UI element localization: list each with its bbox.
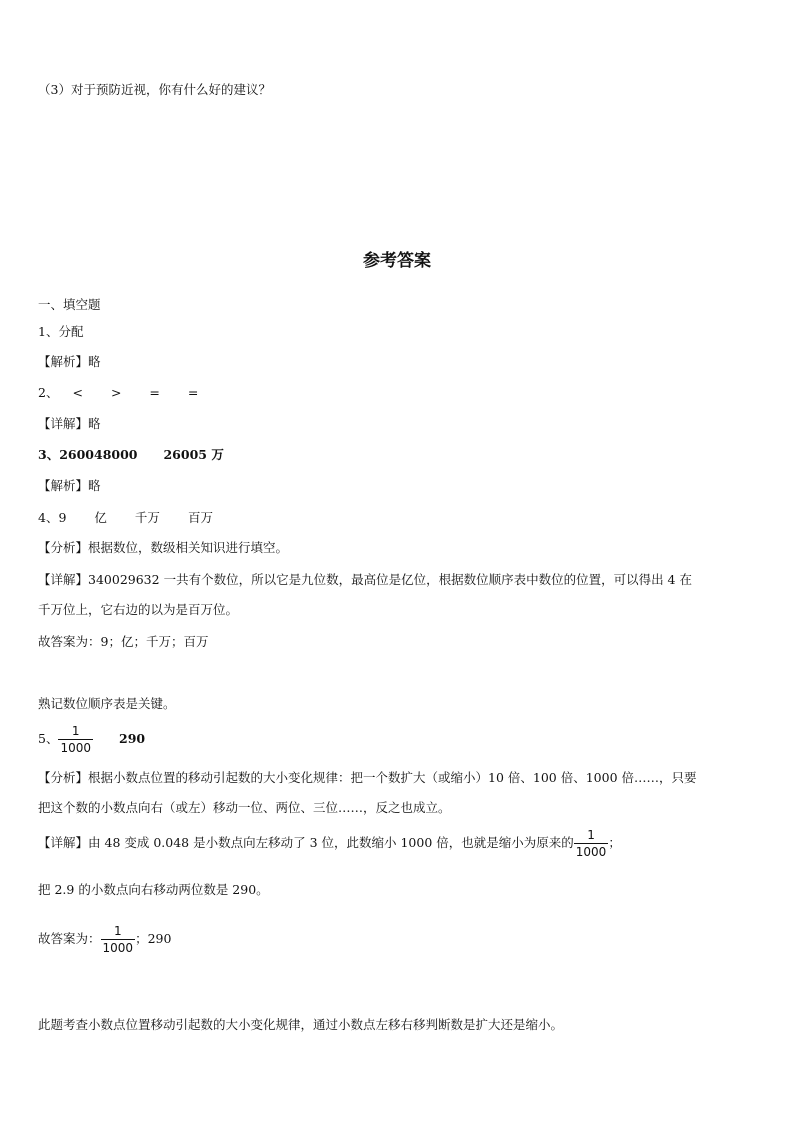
detail-text: 由 48 变成 0.048 是小数点向左移动了 3 位，此数缩小 1000 倍，也就是缩小为原来的 <box>88 835 574 850</box>
fraction-denominator: 1000 <box>102 941 134 955</box>
answer-number: 3、 <box>38 447 60 462</box>
fraction <box>101 924 136 955</box>
answer-4-tip: 熟记数位顺序表是关键。 <box>38 696 176 711</box>
final-suffix: ；290 <box>135 931 172 946</box>
detail-text: 340029632 一共有个数位，所以它是九位数，最高位是亿位，根据数位顺序表中数位的位置，可以得出 4 在 <box>88 572 692 587</box>
answer-symbol: = <box>149 385 160 400</box>
answer-5-final <box>38 922 171 956</box>
answer-symbol: > <box>110 385 122 400</box>
answer-2 <box>38 385 198 401</box>
answer-1 <box>38 324 83 340</box>
fraction-numerator: 1 <box>113 924 122 938</box>
analysis-text: 根据数位，数级相关知识进行填空。 <box>88 540 289 555</box>
answer-value: 260048000 <box>59 447 138 462</box>
answer-5-detail-line-2: 把 2.9 的小数点向右移动两位数是 290。 <box>38 882 269 897</box>
answer-4 <box>38 510 213 526</box>
fraction-denominator: 1000 <box>60 741 91 755</box>
question-3-prompt: （3）对于预防近视，你有什么好的建议？ <box>38 82 271 97</box>
answer-symbol: = <box>187 385 199 400</box>
section-heading: 一、填空题 <box>38 297 101 312</box>
detail-punct: ； <box>608 835 621 850</box>
answer-4-detail-line-2: 千万位上，它右边的以为是百万位。 <box>38 602 239 617</box>
note-tag: 【详解】 <box>38 416 89 431</box>
answer-value: 9 <box>58 510 67 525</box>
answer-5-analysis-line-2: 把这个数的小数点向右（或左）移动一位、两位、三位……，反之也成立。 <box>38 800 451 815</box>
fraction-denominator: 1000 <box>575 845 607 859</box>
fraction-numerator: 1 <box>587 828 595 842</box>
detail-tag: 【详解】 <box>38 835 89 850</box>
answer-text: 分配 <box>58 324 84 339</box>
answer-5 <box>38 722 145 756</box>
note-text: 略 <box>88 478 101 493</box>
answer-value: 290 <box>119 731 146 746</box>
answer-symbol: < <box>72 385 83 400</box>
answer-key-title: 参考答案 <box>363 251 431 271</box>
answer-4-analysis <box>38 540 288 556</box>
fraction <box>58 724 93 755</box>
analysis-text: 根据小数点位置的移动引起数的大小变化规律：把一个数扩大（或缩小）10 倍、100 倍、1000 倍……，只要 <box>88 770 697 785</box>
answer-5-analysis-line-1 <box>38 770 697 786</box>
final-prefix: 故答案为： <box>38 931 101 946</box>
answer-4-detail-line-1 <box>38 572 692 588</box>
detail-tag: 【详解】 <box>38 572 89 587</box>
answer-number: 1、 <box>38 324 59 339</box>
fraction <box>574 828 609 859</box>
analysis-tag: 【分析】 <box>38 770 89 785</box>
note-tag: 【解析】 <box>38 478 89 493</box>
answer-value: 26005 万 <box>163 447 224 462</box>
note-tag: 【解析】 <box>38 354 89 369</box>
answer-value: 百万 <box>187 510 213 525</box>
answer-1-note <box>38 354 101 370</box>
answer-3-note <box>38 478 101 494</box>
answer-2-note <box>38 416 101 432</box>
note-text: 略 <box>88 354 101 369</box>
fraction-numerator: 1 <box>71 724 80 738</box>
answer-4-final: 故答案为：9；亿；千万；百万 <box>38 634 209 649</box>
answer-3 <box>38 447 224 463</box>
answer-number: 2、 <box>38 385 59 400</box>
analysis-tag: 【分析】 <box>38 540 89 555</box>
answer-value: 亿 <box>94 510 107 525</box>
answer-value: 千万 <box>134 510 160 525</box>
answer-number: 5、 <box>38 731 59 746</box>
answer-5-summary: 此题考查小数点位置移动引起数的大小变化规律，通过小数点左移右移判断数是扩大还是缩小。 <box>38 1017 564 1032</box>
note-text: 略 <box>88 416 101 431</box>
answer-5-detail-line-1 <box>38 826 621 860</box>
answer-number: 4、 <box>38 510 59 525</box>
